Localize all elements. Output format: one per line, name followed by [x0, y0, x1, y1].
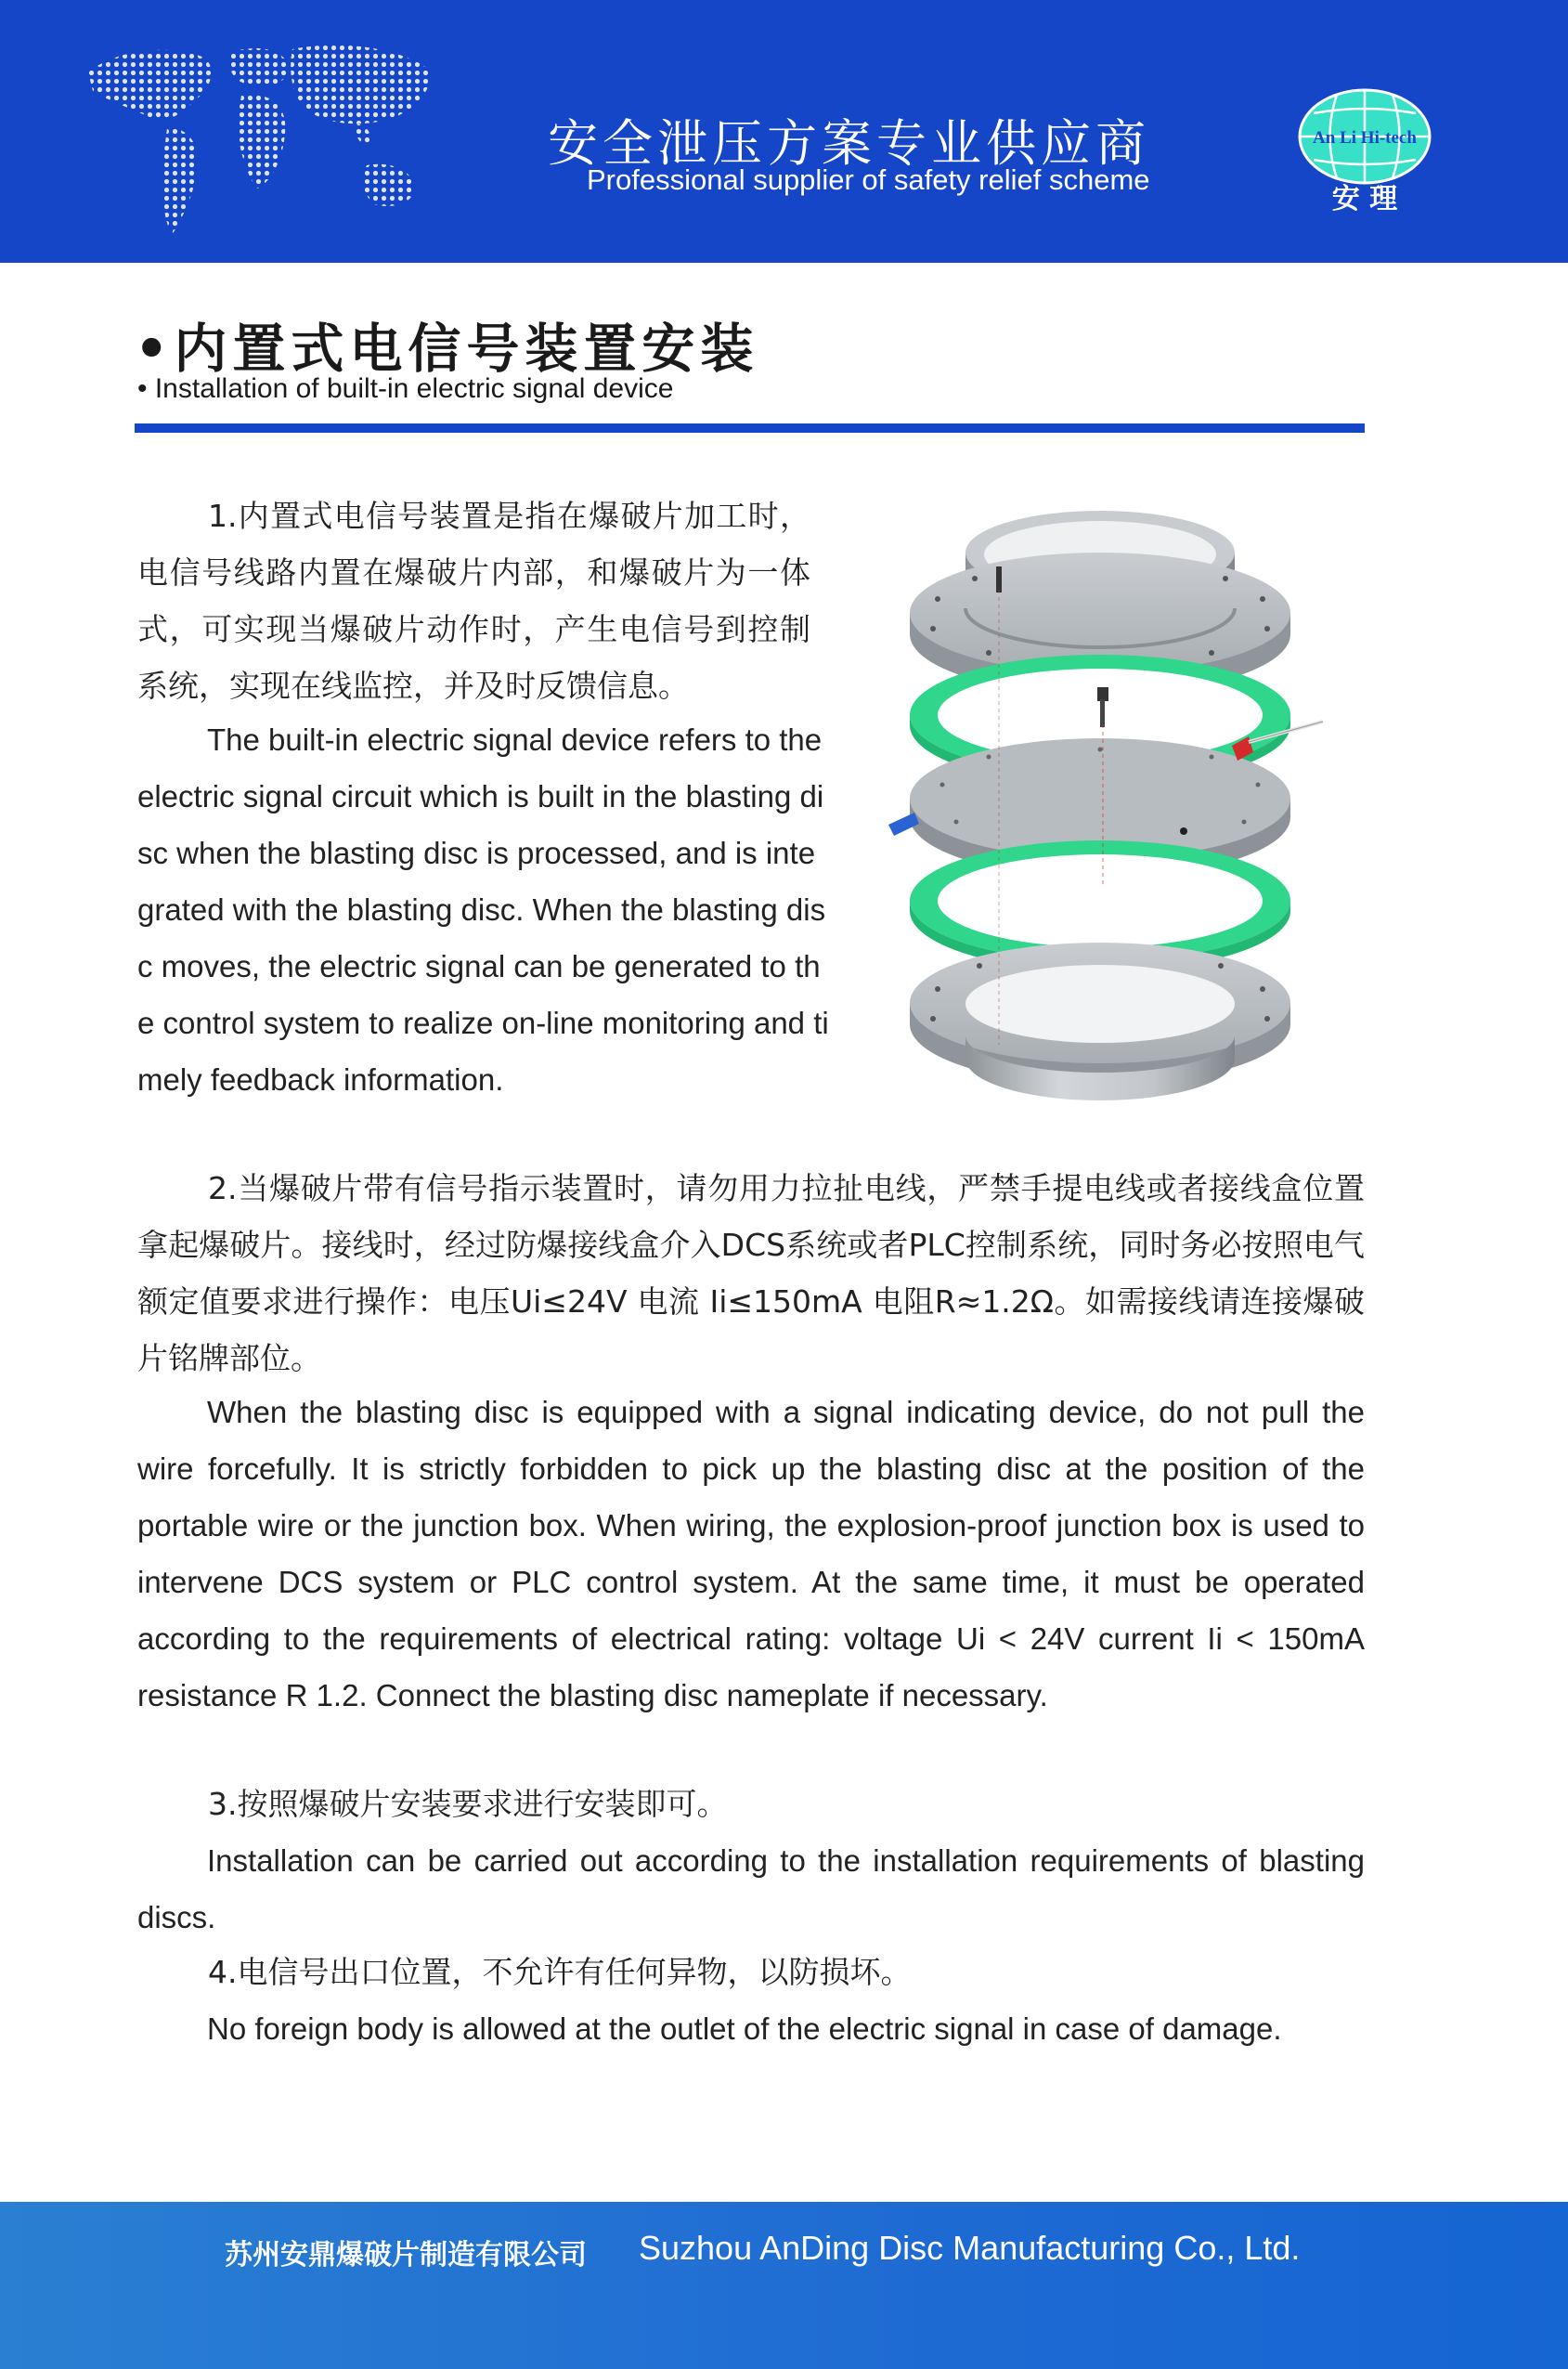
paragraph-3-cn: 3.按照爆破片安装要求进行安装即可。	[208, 1786, 728, 1822]
section-title-en: • Installation of built-in electric signal device	[137, 373, 674, 404]
brand-slogan-en: Professional supplier of safety relief scheme	[587, 163, 1150, 196]
paragraph-1-cn: 1.内置式电信号装置是指在爆破片加工时，电信号线路内置在爆破片内部，和爆破片为一体式，可实现当爆破片动作时，产生电信号到控制系统，实现在线监控，并及时反馈信息。	[137, 498, 810, 704]
paragraph-2-cn: 2.当爆破片带有信号指示装置时，请勿用力拉扯电线，严禁手提电线或者接线盒位置拿起爆破片。接线时，经过防爆接线盒介入DCS系统或者PLC控制系统，同时务必按照电气额定值要求进行操作：电压Ui≤24V 电流 Ii≤150mA 电阻R≈1.2Ω。如需接线请连接爆破片铭牌部位。	[137, 1170, 1365, 1376]
paragraph-1-en: The built-in electric signal device refers to the electric signal circuit which is built in the blasting disc when the blasting disc is processed, and is integrated with the blasting disc. When the blasting disc moves, the electric signal can be generated to the control system to realize on-line monitoring and timely feedback information.	[137, 722, 829, 1097]
header-banner	[0, 0, 1568, 263]
paragraph-3-en: Installation can be carried out according to the installation requirements of blasting discs.	[137, 1843, 1365, 1934]
logo-text-en: An Li Hi-tech	[1313, 128, 1417, 148]
rupture-disc-assembly-illustration	[868, 488, 1332, 1100]
world-map-graphic	[79, 35, 441, 244]
logo-text-cn: 安 理	[1331, 183, 1398, 215]
section-title-cn: •内置式电信号装置安装	[135, 318, 759, 380]
brand-slogan-cn: 安全泄压方案专业供应商	[548, 114, 1150, 173]
footer-company-en: Suzhou AnDing Disc Manufacturing Co., Ltd.	[639, 2229, 1301, 2267]
paragraph-4-cn: 4.电信号出口位置，不允许有任何异物，以防损坏。	[208, 1954, 912, 1990]
title-divider	[135, 423, 1365, 433]
paragraph-4-en: No foreign body is allowed at the outlet of the electric signal in case of damage.	[207, 2011, 1282, 2046]
paragraph-2-en: When the blasting disc is equipped with a signal indicating device, do not pull the wire forcefully. It is strictly forbidden to pick up the blasting disc at the position of the portable wire or the junction box. When wiring, the explosion-proof junction box is used to intervene DCS system or PLC control system. At the same time, it must be operated according to the requirements of electrical rating: voltage Ui < 24V current Ii < 150mA resistance R 1.2. Connect the blasting disc nameplate if necessary.	[137, 1395, 1365, 1712]
company-logo	[1295, 85, 1434, 215]
footer-banner	[0, 2202, 1568, 2369]
footer-company-cn: 苏州安鼎爆破片制造有限公司	[225, 2239, 587, 2271]
